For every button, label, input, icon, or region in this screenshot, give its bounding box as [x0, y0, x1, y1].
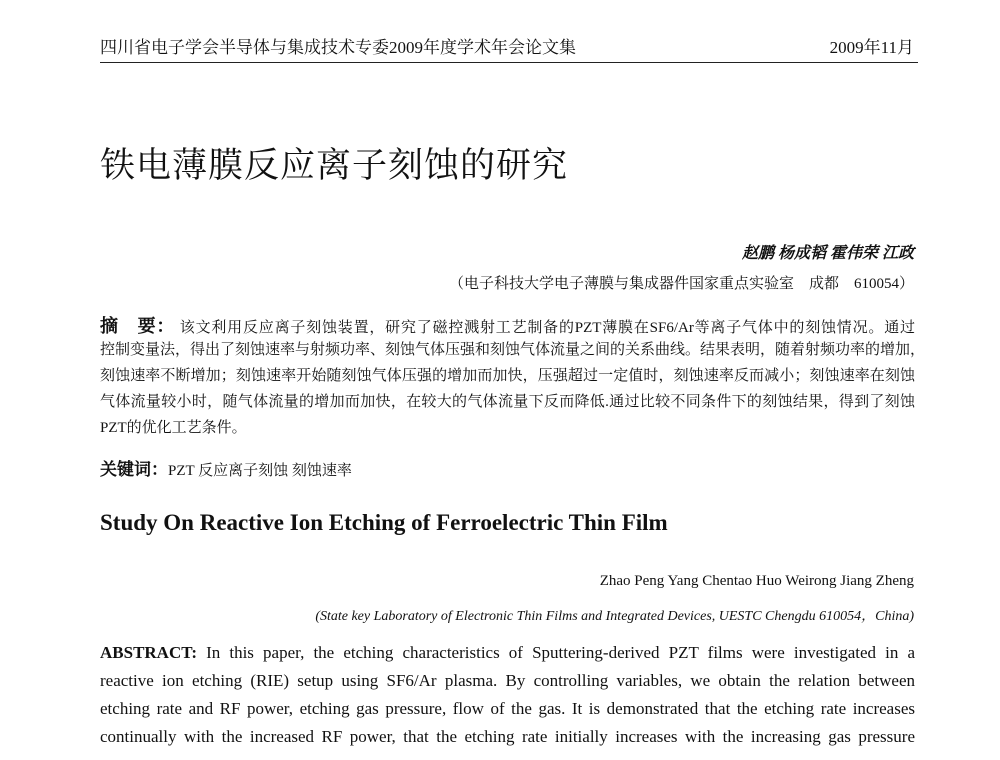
abstract-en-label: ABSTRACT: — [100, 643, 197, 662]
keywords-zh: 关键词：PZT 反应离子刻蚀 刻蚀速率 — [100, 460, 352, 479]
running-header-right: 2009年11月 — [829, 38, 914, 57]
abstract-en-line: continually with the increased RF power, that the etching rate initially increases with the increasing gas pressure — [100, 727, 915, 746]
authors-zh: 赵鹏 杨成韬 霍伟荣 江政 — [741, 245, 914, 262]
affiliation-en: (State key Laboratory of Electronic Thin Films and Integrated Devices, UESTC Chengdu 610054，China) — [315, 609, 914, 624]
abstract-en-line: reactive ion etching (RIE) setup using SF6/Ar plasma. By controlling variables, we obtain the relation between — [100, 671, 915, 690]
affiliation-zh: （电子科技大学电子薄膜与集成器件国家重点实验室 成都 610054） — [448, 276, 914, 292]
abstract-en-line: etching rate and RF power, etching gas pressure, flow of the gas. It is demonstrated that the etching rate increases — [100, 699, 915, 718]
abstract-zh-label: 摘 要： — [100, 316, 176, 336]
abstract-zh-line: 气体流量较小时，随气体流量的增加而加快，在较大的气体流量下反而降低.通过比较不同条件下的刻蚀结果，得到了刻蚀 — [100, 394, 915, 410]
authors-en: Zhao Peng Yang Chentao Huo Weirong Jiang Zheng — [599, 573, 914, 589]
abstract-zh-line: 刻蚀速率不断增加；刻蚀速率开始随刻蚀气体压强的增加而加快，压强超过一定值时，刻蚀速率反而减小；刻蚀速率在刻蚀 — [100, 368, 915, 384]
abstract-en-line: ABSTRACT: In this paper, the etching characteristics of Sputtering-derived PZT films were investigated in a — [100, 643, 915, 662]
title-en: Study On Reactive Ion Etching of Ferroelectric Thin Film — [100, 510, 668, 535]
abstract-zh-line: 摘 要： 该文利用反应离子刻蚀装置，研究了磁控溅射工艺制备的PZT薄膜在SF6/Ar等离子气体中的刻蚀情况。通过 — [100, 316, 916, 336]
title-zh: 铁电薄膜反应离子刻蚀的研究 — [100, 146, 569, 185]
abstract-zh-line: 控制变量法，得出了刻蚀速率与射频功率、刻蚀气体压强和刻蚀气体流量之间的关系曲线。结果表明，随着射频功率的增加， — [100, 342, 926, 358]
header-rule — [100, 62, 918, 63]
abstract-zh-line: PZT的优化工艺条件。 — [100, 420, 247, 436]
running-header-left: 四川省电子学会半导体与集成技术专委2009年度学术年会论文集 — [100, 38, 576, 57]
